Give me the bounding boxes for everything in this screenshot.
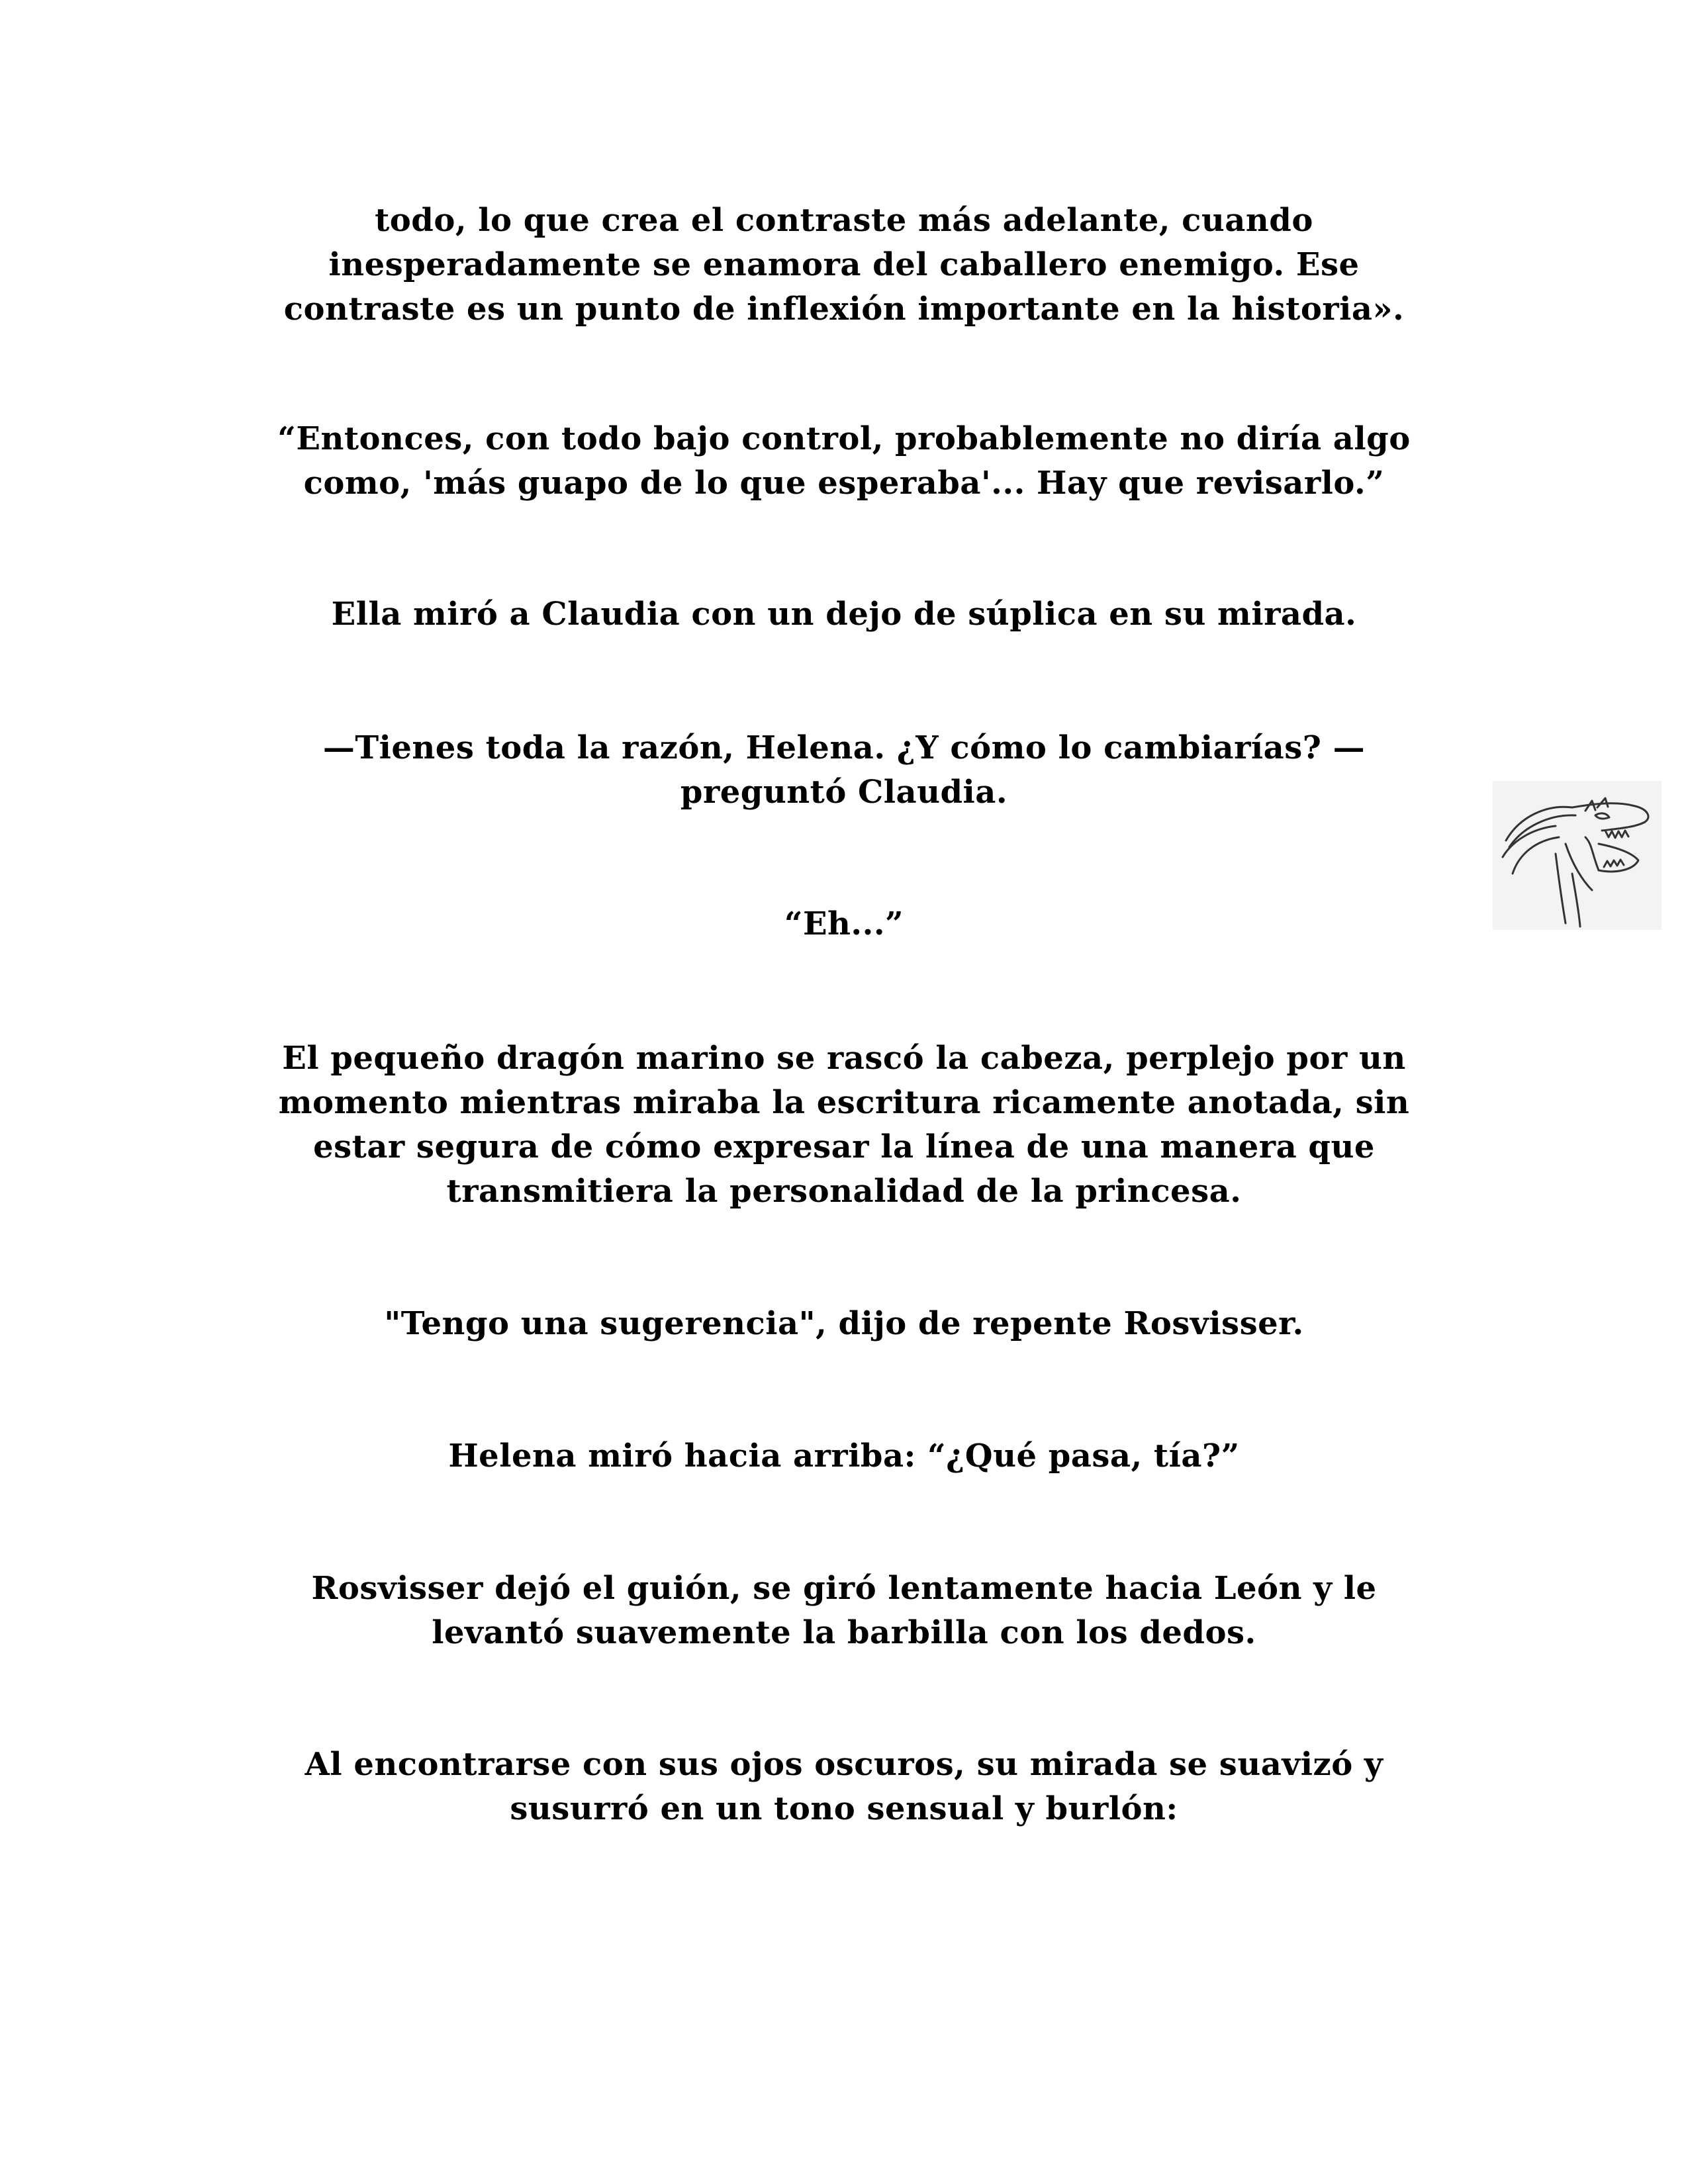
paragraph-7 (199, 1302, 1489, 1346)
text-line: “Eh...” (784, 905, 904, 942)
text-line: transmitiera la personalidad de la princesa. (446, 1173, 1242, 1210)
text-line: levantó suavemente la barbilla con los dedos. (432, 1614, 1256, 1651)
paragraph-5 (199, 902, 1489, 946)
text-line: todo, lo que crea el contraste más adelante, cuando (375, 202, 1313, 239)
text-line: preguntó Claudia. (680, 774, 1008, 811)
text-line: Ella miró a Claudia con un dejo de súplica en su mirada. (331, 596, 1357, 633)
text-line: Rosvisser dejó el guión, se giró lentamente hacia León y le (311, 1570, 1377, 1607)
paragraph-9 (199, 1567, 1489, 1655)
paragraph-3 (199, 592, 1489, 637)
text-line: El pequeño dragón marino se rascó la cabeza, perplejo por un (282, 1040, 1406, 1077)
text-line: contraste es un punto de inflexión importante en la historia». (283, 291, 1405, 328)
paragraph-8 (199, 1434, 1489, 1479)
paragraph-2 (199, 417, 1489, 506)
text-line: Helena miró hacia arriba: “¿Qué pasa, tía?” (448, 1437, 1240, 1475)
text-line: como, 'más guapo de lo que esperaba'... Hay que revisarlo.” (303, 465, 1385, 502)
text-line: —Tienes toda la razón, Helena. ¿Y cómo lo cambiarías? — (322, 729, 1366, 766)
text-line: susurró en un tono sensual y burlón: (510, 1790, 1178, 1827)
text-line: Al encontrarse con sus ojos oscuros, su mirada se suavizó y (305, 1746, 1383, 1783)
text-line: "Tengo una sugerencia", dijo de repente Rosvisser. (384, 1305, 1304, 1342)
paragraph-10 (199, 1743, 1489, 1831)
text-line: estar segura de cómo expresar la línea de una manera que (313, 1128, 1375, 1165)
paragraph-6 (199, 1036, 1489, 1214)
paragraph-4 (199, 726, 1489, 815)
text-line: inesperadamente se enamora del caballero enemigo. Ese (328, 246, 1360, 283)
text-line: “Entonces, con todo bajo control, probablemente no diría algo (277, 420, 1411, 457)
dragon-head-icon (1493, 781, 1662, 930)
text-line: momento mientras miraba la escritura ricamente anotada, sin (278, 1084, 1410, 1121)
paragraph-1 (199, 199, 1489, 332)
